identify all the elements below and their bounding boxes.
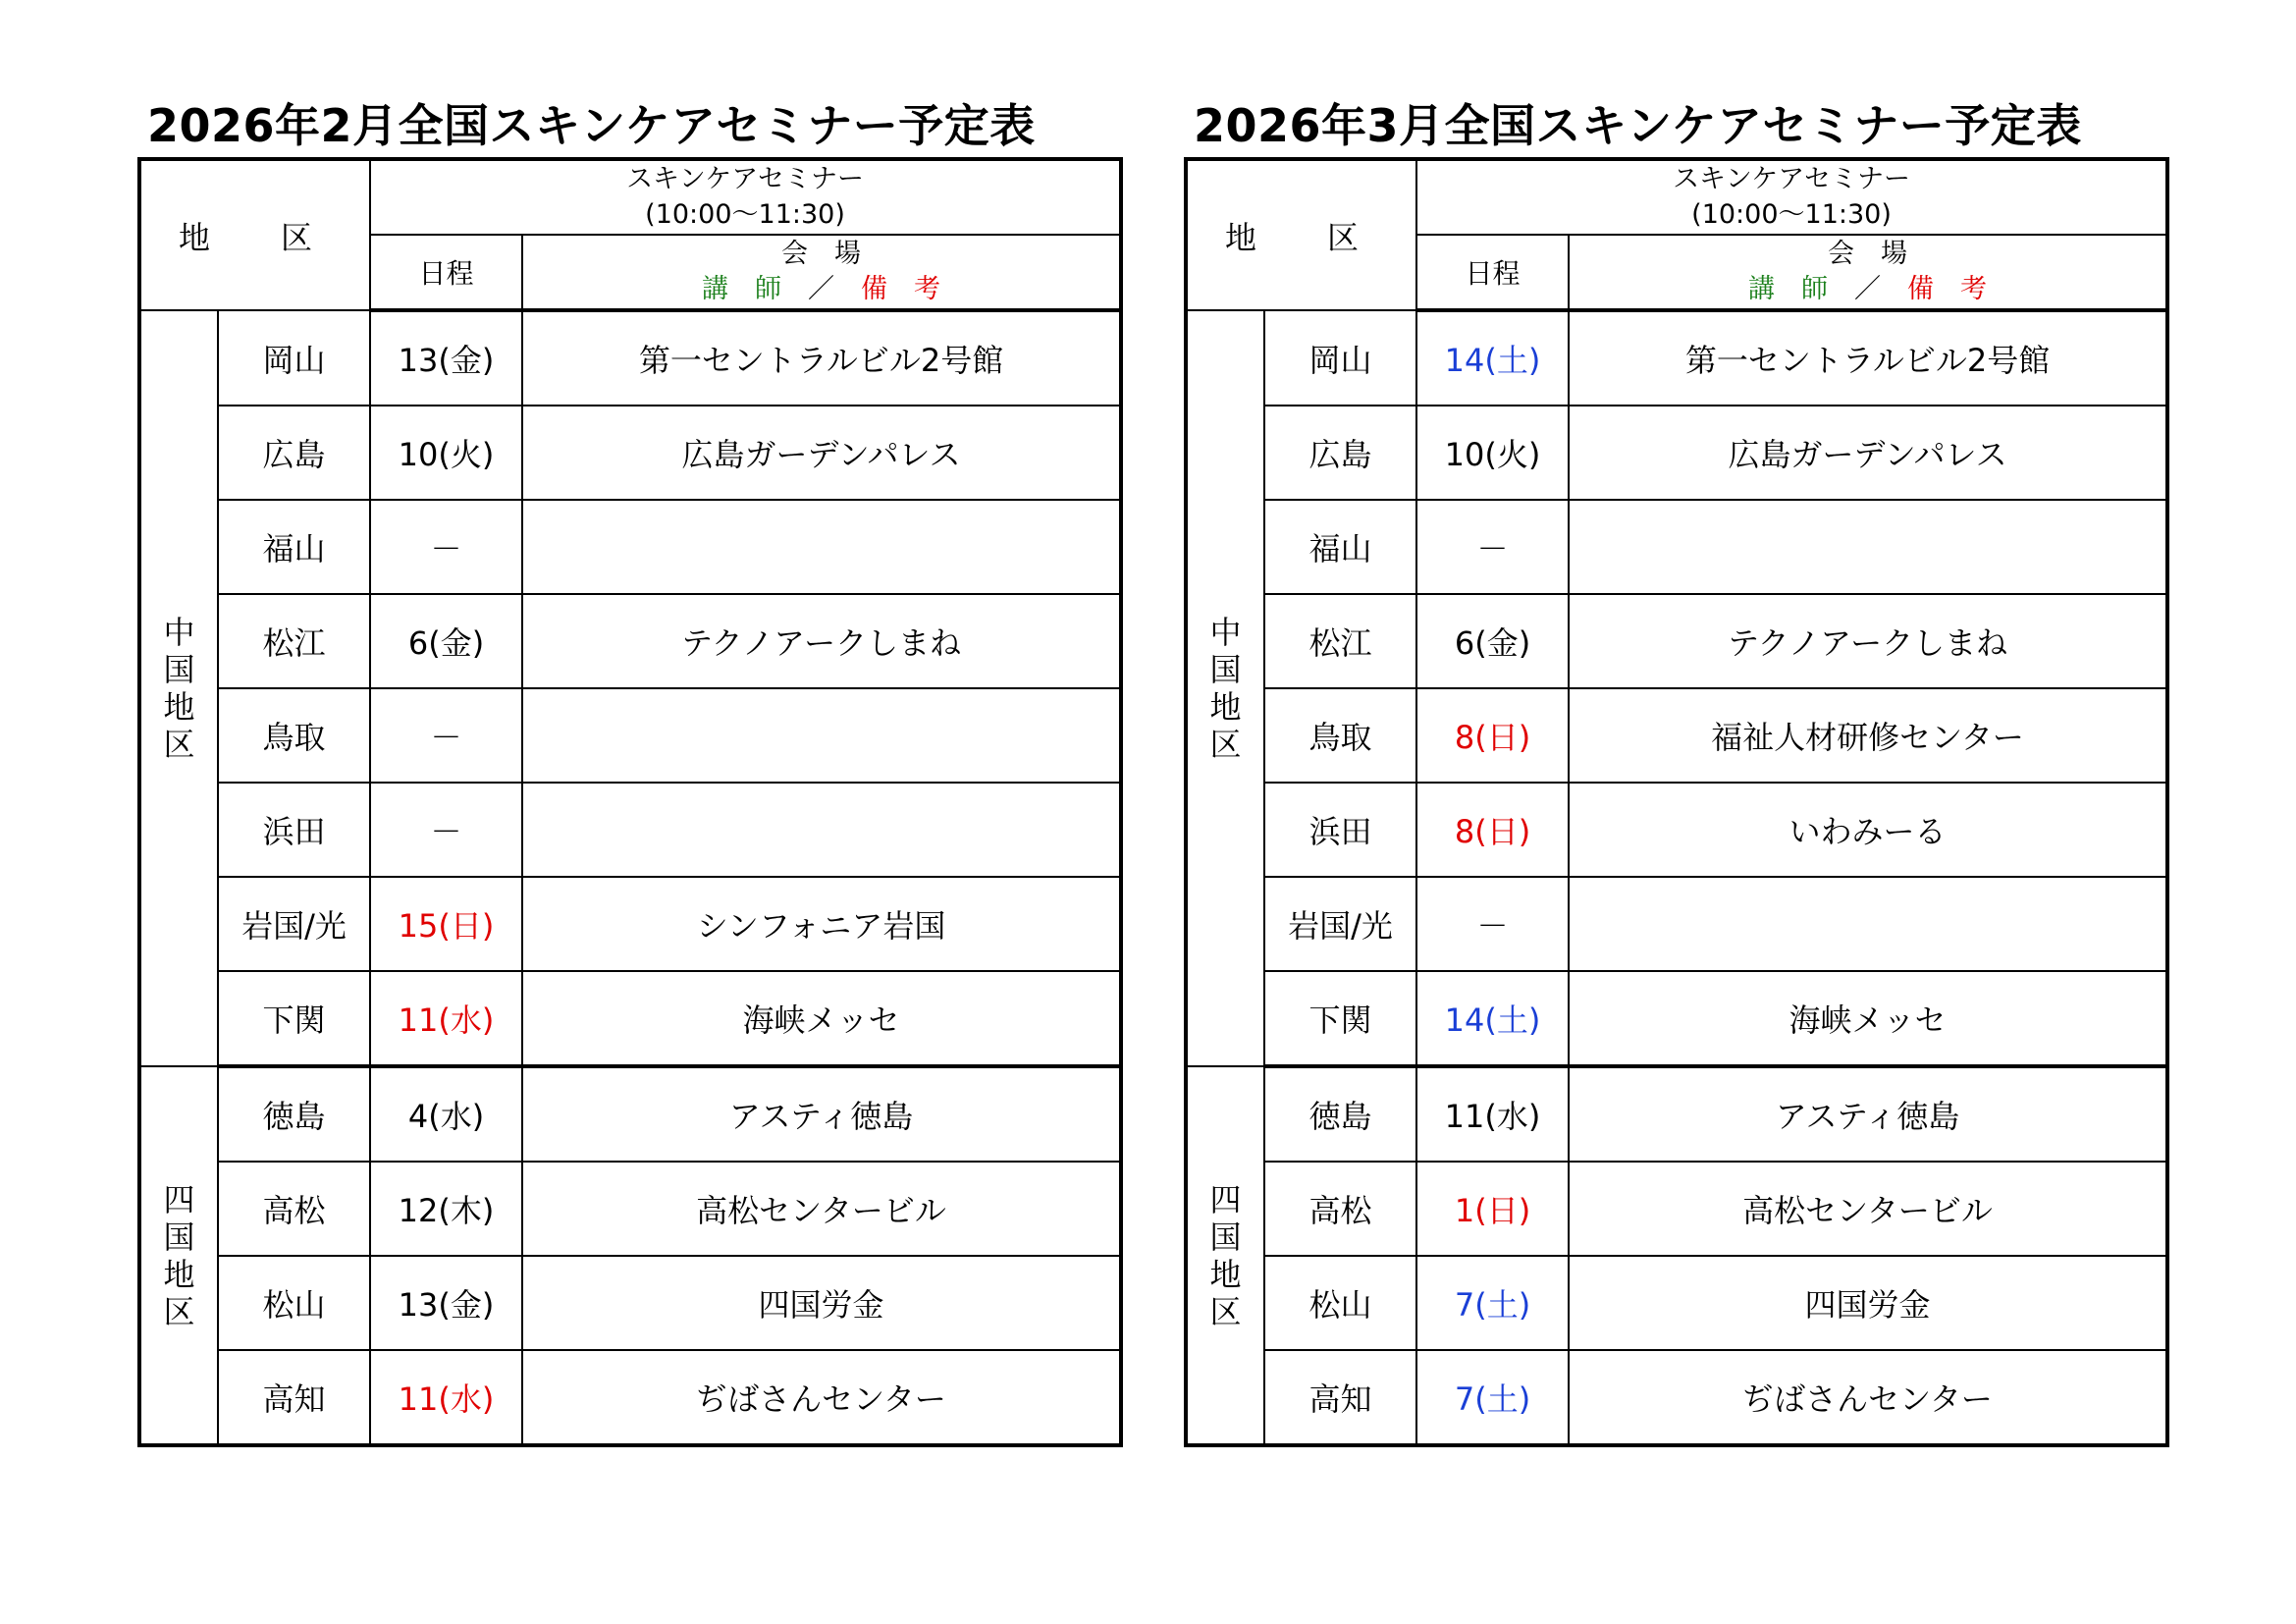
city-cell: 岩国/光: [1264, 877, 1416, 971]
city-cell: 高松: [1264, 1162, 1416, 1256]
venue-cell: [1569, 500, 2167, 594]
schedule-table: [1184, 157, 2169, 1447]
city-cell: 岡山: [218, 310, 370, 406]
venue-sub-header: [1570, 272, 2165, 307]
city-cell: 高知: [218, 1350, 370, 1445]
date-cell: 1(日): [1416, 1162, 1569, 1256]
venue-cell: シンフォニア岩国: [522, 877, 1121, 971]
area-char: 区: [1209, 1292, 1242, 1330]
venue-cell: アスティ徳島: [1569, 1066, 2167, 1162]
slash-label: ／: [808, 274, 835, 304]
date-cell: 13(金): [370, 310, 522, 406]
table-row: [1186, 1162, 2167, 1256]
area-char: 地: [1209, 1255, 1242, 1293]
date-cell: 11(水): [370, 1350, 522, 1445]
area-char: 地: [163, 1255, 195, 1293]
venue-cell: 広島ガーデンパレス: [522, 406, 1121, 500]
area-char: 区: [163, 1292, 195, 1330]
slash-label: ／: [1854, 274, 1882, 304]
city-cell: 岡山: [1264, 310, 1416, 406]
venue-cell: 海峡メッセ: [1569, 971, 2167, 1066]
city-cell: 福山: [1264, 500, 1416, 594]
seminar-header: [370, 159, 1121, 235]
region-header: 地 区: [139, 159, 370, 310]
schedule-title: 2026年2月全国スキンケアセミナー予定表: [147, 99, 1036, 152]
area-char: 四: [1209, 1180, 1242, 1218]
city-cell: 高松: [218, 1162, 370, 1256]
venue-sub-header: [523, 272, 1119, 307]
table-row: [1186, 877, 2167, 971]
venue-cell: いわみーる: [1569, 783, 2167, 877]
venue-cell: [522, 500, 1121, 594]
date-cell: 6(金): [370, 594, 522, 688]
date-cell: －: [370, 500, 522, 594]
venue-header: [522, 235, 1121, 310]
venue-cell: ぢばさんセンター: [522, 1350, 1121, 1445]
table-row: [139, 406, 1121, 500]
city-cell: 松江: [1264, 594, 1416, 688]
area-char: 地: [1209, 688, 1242, 726]
venue-cell: アスティ徳島: [522, 1066, 1121, 1162]
venue-cell: [522, 688, 1121, 783]
table-row: [139, 688, 1121, 783]
table-row: [1186, 500, 2167, 594]
area-char: 国: [163, 1218, 195, 1256]
date-cell: 10(火): [370, 406, 522, 500]
area-char: 国: [1209, 1218, 1242, 1256]
city-cell: 広島: [218, 406, 370, 500]
table-row: [1186, 1350, 2167, 1445]
table-row: [1186, 1066, 2167, 1162]
date-cell: 8(日): [1416, 783, 1569, 877]
table-row: [139, 1066, 1121, 1162]
city-cell: 浜田: [218, 783, 370, 877]
table-row: [139, 783, 1121, 877]
city-cell: 松山: [218, 1256, 370, 1350]
city-cell: 下関: [1264, 971, 1416, 1066]
schedule-title: 2026年3月全国スキンケアセミナー予定表: [1194, 99, 2082, 152]
date-cell: 8(日): [1416, 688, 1569, 783]
chugoku-area-label: [1186, 310, 1264, 1066]
date-cell: 11(水): [1416, 1066, 1569, 1162]
table-row: [139, 1350, 1121, 1445]
schedule-february: [137, 98, 1119, 1447]
schedule-march: [1184, 98, 2165, 1447]
date-cell: 14(土): [1416, 310, 1569, 406]
area-char: 区: [1209, 726, 1242, 763]
venue-cell: ぢばさんセンター: [1569, 1350, 2167, 1445]
table-row: [1186, 594, 2167, 688]
venue-cell: 高松センタービル: [522, 1162, 1121, 1256]
date-cell: －: [370, 688, 522, 783]
seminar-title: スキンケアセミナー: [1673, 164, 1910, 194]
seminar-time: (10:00～11:30): [645, 199, 845, 230]
seminar-time: (10:00～11:30): [1691, 199, 1892, 230]
table-row: [1186, 971, 2167, 1066]
venue-cell: テクノアークしまね: [522, 594, 1121, 688]
date-cell: 4(水): [370, 1066, 522, 1162]
city-cell: 岩国/光: [218, 877, 370, 971]
date-cell: 7(土): [1416, 1256, 1569, 1350]
date-cell: －: [1416, 877, 1569, 971]
date-cell: 13(金): [370, 1256, 522, 1350]
area-char: 区: [163, 726, 195, 763]
shikoku-area-label: [1186, 1066, 1264, 1445]
chugoku-area-label: [139, 310, 218, 1066]
seminar-title: スキンケアセミナー: [626, 164, 864, 194]
date-header: 日程: [370, 235, 522, 310]
area-char: 国: [1209, 651, 1242, 688]
table-row: [1186, 783, 2167, 877]
shikoku-area-label: [139, 1066, 218, 1445]
table-row: [1186, 1256, 2167, 1350]
venue-cell: 海峡メッセ: [522, 971, 1121, 1066]
seminar-header: [1416, 159, 2167, 235]
city-cell: 徳島: [218, 1066, 370, 1162]
date-cell: 10(火): [1416, 406, 1569, 500]
date-cell: 12(木): [370, 1162, 522, 1256]
city-cell: 鳥取: [218, 688, 370, 783]
table-row: [139, 310, 1121, 406]
table-row: [139, 594, 1121, 688]
venue-cell: 高松センタービル: [1569, 1162, 2167, 1256]
area-char: 四: [163, 1180, 195, 1218]
area-char: 中: [1209, 614, 1242, 651]
venue-cell: 福祉人材研修センター: [1569, 688, 2167, 783]
lecturer-label: 講 師: [702, 274, 782, 304]
date-cell: 11(水): [370, 971, 522, 1066]
area-char: 中: [163, 614, 195, 651]
date-cell: 7(土): [1416, 1350, 1569, 1445]
venue-header: [1569, 235, 2167, 310]
city-cell: 松山: [1264, 1256, 1416, 1350]
city-cell: 高知: [1264, 1350, 1416, 1445]
date-cell: －: [370, 783, 522, 877]
table-row: [1186, 406, 2167, 500]
city-cell: 福山: [218, 500, 370, 594]
date-cell: 14(土): [1416, 971, 1569, 1066]
schedule-table: [137, 157, 1123, 1447]
city-cell: 鳥取: [1264, 688, 1416, 783]
area-char: 地: [163, 688, 195, 726]
table-row: [139, 971, 1121, 1066]
city-cell: 徳島: [1264, 1066, 1416, 1162]
venue-cell: 四国労金: [1569, 1256, 2167, 1350]
table-row: [1186, 688, 2167, 783]
city-cell: 下関: [218, 971, 370, 1066]
remarks-label: 備 考: [861, 274, 941, 304]
region-header: 地 区: [1186, 159, 1416, 310]
remarks-label: 備 考: [1907, 274, 1988, 304]
table-row: [139, 877, 1121, 971]
table-row: [139, 1256, 1121, 1350]
venue-header-label: 会 場: [781, 239, 862, 269]
date-cell: 6(金): [1416, 594, 1569, 688]
venue-cell: 第一セントラルビル2号館: [522, 310, 1121, 406]
lecturer-label: 講 師: [1748, 274, 1829, 304]
date-cell: 15(日): [370, 877, 522, 971]
venue-cell: 四国労金: [522, 1256, 1121, 1350]
area-char: 国: [163, 651, 195, 688]
table-row: [139, 500, 1121, 594]
table-row: [139, 1162, 1121, 1256]
venue-cell: [1569, 877, 2167, 971]
venue-header-label: 会 場: [1828, 239, 1908, 269]
venue-cell: テクノアークしまね: [1569, 594, 2167, 688]
venue-cell: 第一セントラルビル2号館: [1569, 310, 2167, 406]
table-row: [1186, 310, 2167, 406]
venue-cell: [522, 783, 1121, 877]
date-header: 日程: [1416, 235, 1569, 310]
city-cell: 広島: [1264, 406, 1416, 500]
city-cell: 松江: [218, 594, 370, 688]
venue-cell: 広島ガーデンパレス: [1569, 406, 2167, 500]
date-cell: －: [1416, 500, 1569, 594]
city-cell: 浜田: [1264, 783, 1416, 877]
